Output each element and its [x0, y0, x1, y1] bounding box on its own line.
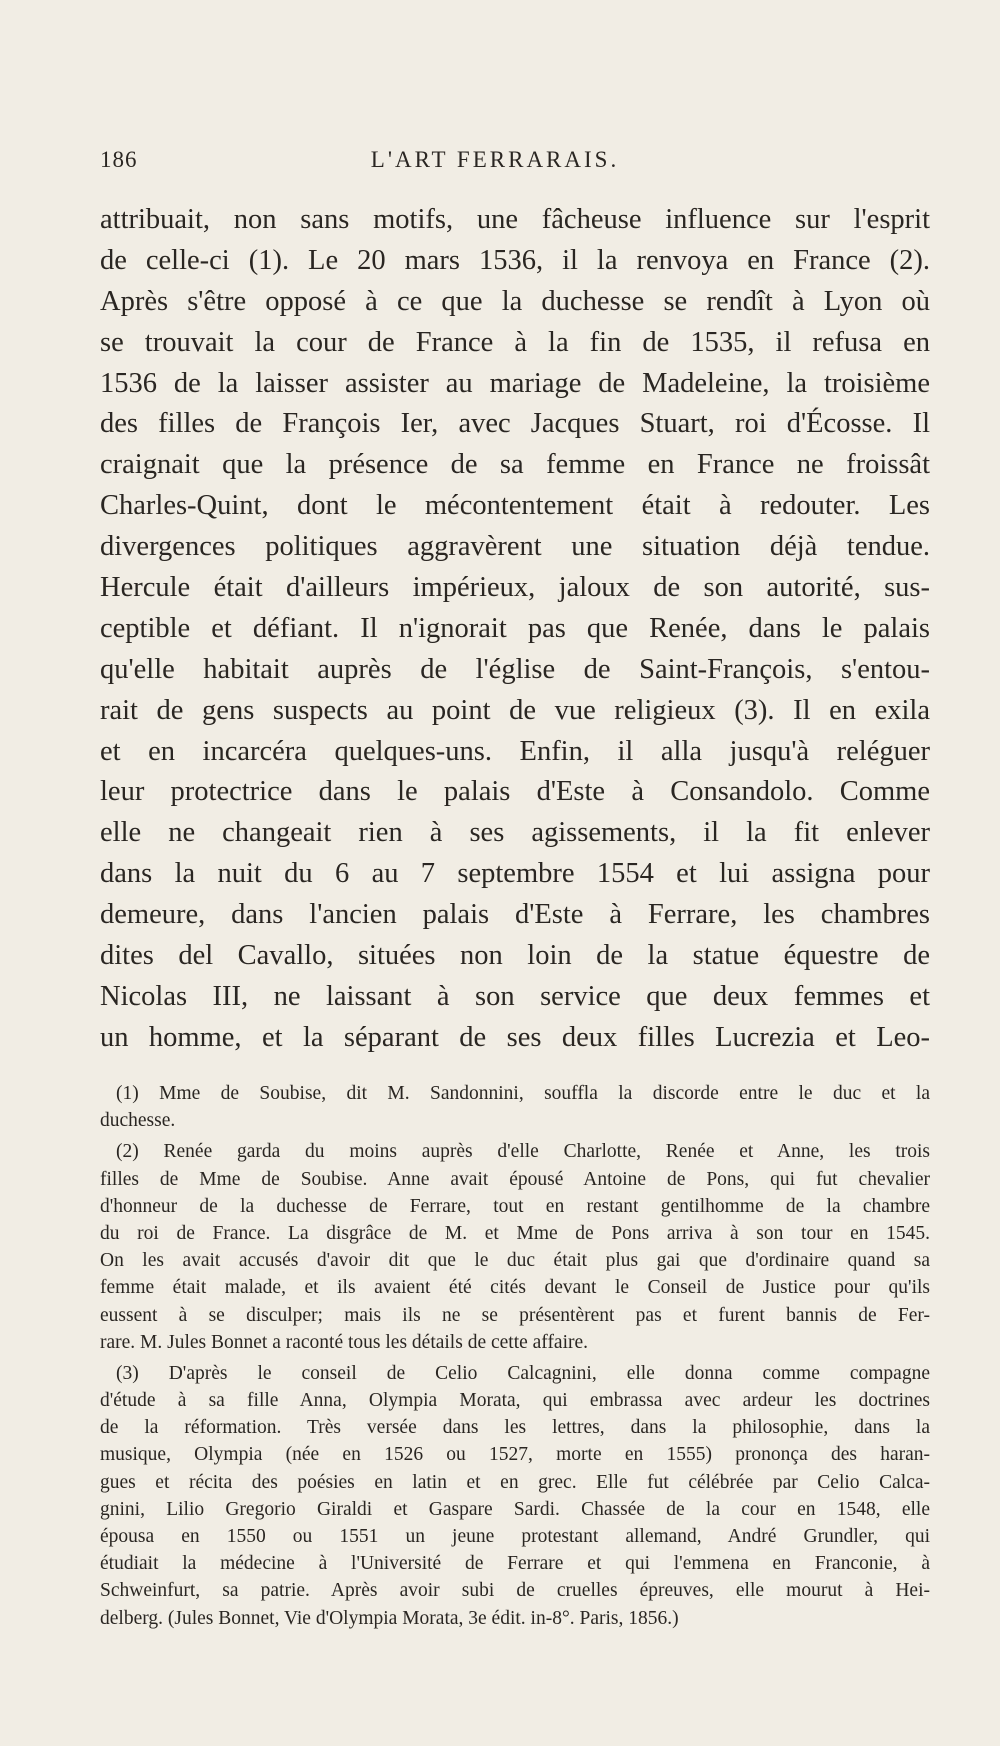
footnote-line: du roi de France. La disgrâce de M. et Mme de Pons arriva à son tour en 1545.: [100, 1222, 930, 1244]
footnote-line: duchesse.: [100, 1110, 176, 1132]
body-line: dans la nuit du 6 au 7 septembre 1554 et lui assigna pour: [100, 858, 930, 890]
footnote-line: (2) Renée garda du moins auprès d'elle Charlotte, Renée et Anne, les trois: [116, 1141, 930, 1163]
body-line: demeure, dans l'ancien palais d'Este à Ferrare, les chambres: [100, 899, 930, 931]
footnote-line: delberg. (Jules Bonnet, Vie d'Olympia Morata, 3e édit. in-8°. Paris, 1856.): [100, 1607, 679, 1629]
footnote-line: (1) Mme de Soubise, dit M. Sandonnini, souffla la discorde entre le duc et la: [116, 1083, 930, 1104]
body-line: qu'elle habitait auprès de l'église de Saint-François, s'entou-: [100, 653, 930, 685]
page-number: 186: [100, 147, 138, 172]
body-line: Après s'être opposé à ce que la duchesse se rendît à Lyon où: [100, 285, 930, 317]
body-line: dites del Cavallo, situées non loin de la statue équestre de: [100, 940, 930, 972]
footnote-line: (3) D'après le conseil de Celio Calcagnini, elle donna comme compagne: [116, 1362, 930, 1384]
body-line: et en incarcéra quelques-uns. Enfin, il alla jusqu'à reléguer: [100, 735, 930, 767]
footnote-line: de la réformation. Très versée dans les lettres, dans la philosophie, dans la: [100, 1417, 930, 1439]
running-title: L'ART FERRARAIS.: [370, 147, 620, 172]
body-line: elle ne changeait rien à ses agissements, il la fit enlever: [100, 817, 930, 849]
footnotes: [100, 1080, 930, 1632]
footnote-line: eussent à se disculper; mais ils ne se présentèrent pas et furent bannis de Fer-: [100, 1304, 930, 1326]
footnote-line: d'honneur de la duchesse de Ferrare, tout en restant gentilhomme de la chambre: [100, 1195, 930, 1217]
footnote-line: rare. M. Jules Bonnet a raconté tous les détails de cette affaire.: [100, 1331, 589, 1353]
page-header: [100, 142, 890, 182]
footnote-line: On les avait accusés d'avoir dit que le duc était plus gai que d'ordinaire quand sa: [100, 1250, 930, 1272]
footnote-line: d'étude à sa fille Anna, Olympia Morata, qui embrassa avec ardeur les doctrines: [100, 1390, 930, 1412]
footnote-line: musique, Olympia (née en 1526 ou 1527, morte en 1555) prononça des haran-: [100, 1444, 930, 1466]
body-line: Hercule était d'ailleurs impérieux, jaloux de son autorité, sus-: [100, 572, 930, 604]
body-line: de celle-ci (1). Le 20 mars 1536, il la renvoya en France (2).: [100, 244, 930, 276]
body-line: leur protectrice dans le palais d'Este à Consandolo. Comme: [100, 776, 930, 808]
main-text: [100, 200, 930, 1059]
body-line: 1536 de la laisser assister au mariage de Madeleine, la troisième: [100, 367, 930, 399]
body-line: Nicolas III, ne laissant à son service que deux femmes et: [100, 980, 930, 1012]
footnote-line: gnini, Lilio Gregorio Giraldi et Gaspare Sardi. Chassée de la cour en 1548, elle: [100, 1498, 930, 1520]
body-line: divergences politiques aggravèrent une situation déjà tendue.: [100, 531, 930, 563]
footnote-line: Schweinfurt, sa patrie. Après avoir subi de cruelles épreuves, elle mourut à Hei-: [100, 1580, 930, 1602]
footnote-line: femme était malade, et ils avaient été cités devant le Conseil de Justice pour qu'ils: [100, 1277, 930, 1299]
body-line: rait de gens suspects au point de vue religieux (3). Il en exila: [100, 694, 930, 726]
body-line: attribuait, non sans motifs, une fâcheuse influence sur l'esprit: [100, 204, 930, 235]
body-line: ceptible et défiant. Il n'ignorait pas que Renée, dans le palais: [100, 612, 930, 644]
body-line: craignait que la présence de sa femme en France ne froissât: [100, 449, 930, 481]
footnote-line: filles de Mme de Soubise. Anne avait épousé Antoine de Pons, qui fut chevalier: [100, 1168, 930, 1190]
footnote-line: gues et récita des poésies en latin et en grec. Elle fut célébrée par Celio Calca-: [100, 1471, 930, 1493]
body-line: Charles-Quint, dont le mécontentement était à redouter. Les: [100, 490, 930, 522]
body-line: un homme, et la séparant de ses deux filles Lucrezia et Leo-: [100, 1021, 930, 1053]
footnote-line: étudiait la médecine à l'Université de Ferrare et qui l'emmena en Franconie, à: [100, 1553, 930, 1575]
footnote-line: épousa en 1550 ou 1551 un jeune protestant allemand, André Grundler, qui: [100, 1526, 930, 1547]
body-line: des filles de François Ier, avec Jacques Stuart, roi d'Écosse. Il: [100, 408, 930, 440]
body-line: se trouvait la cour de France à la fin de 1535, il refusa en: [100, 326, 930, 358]
